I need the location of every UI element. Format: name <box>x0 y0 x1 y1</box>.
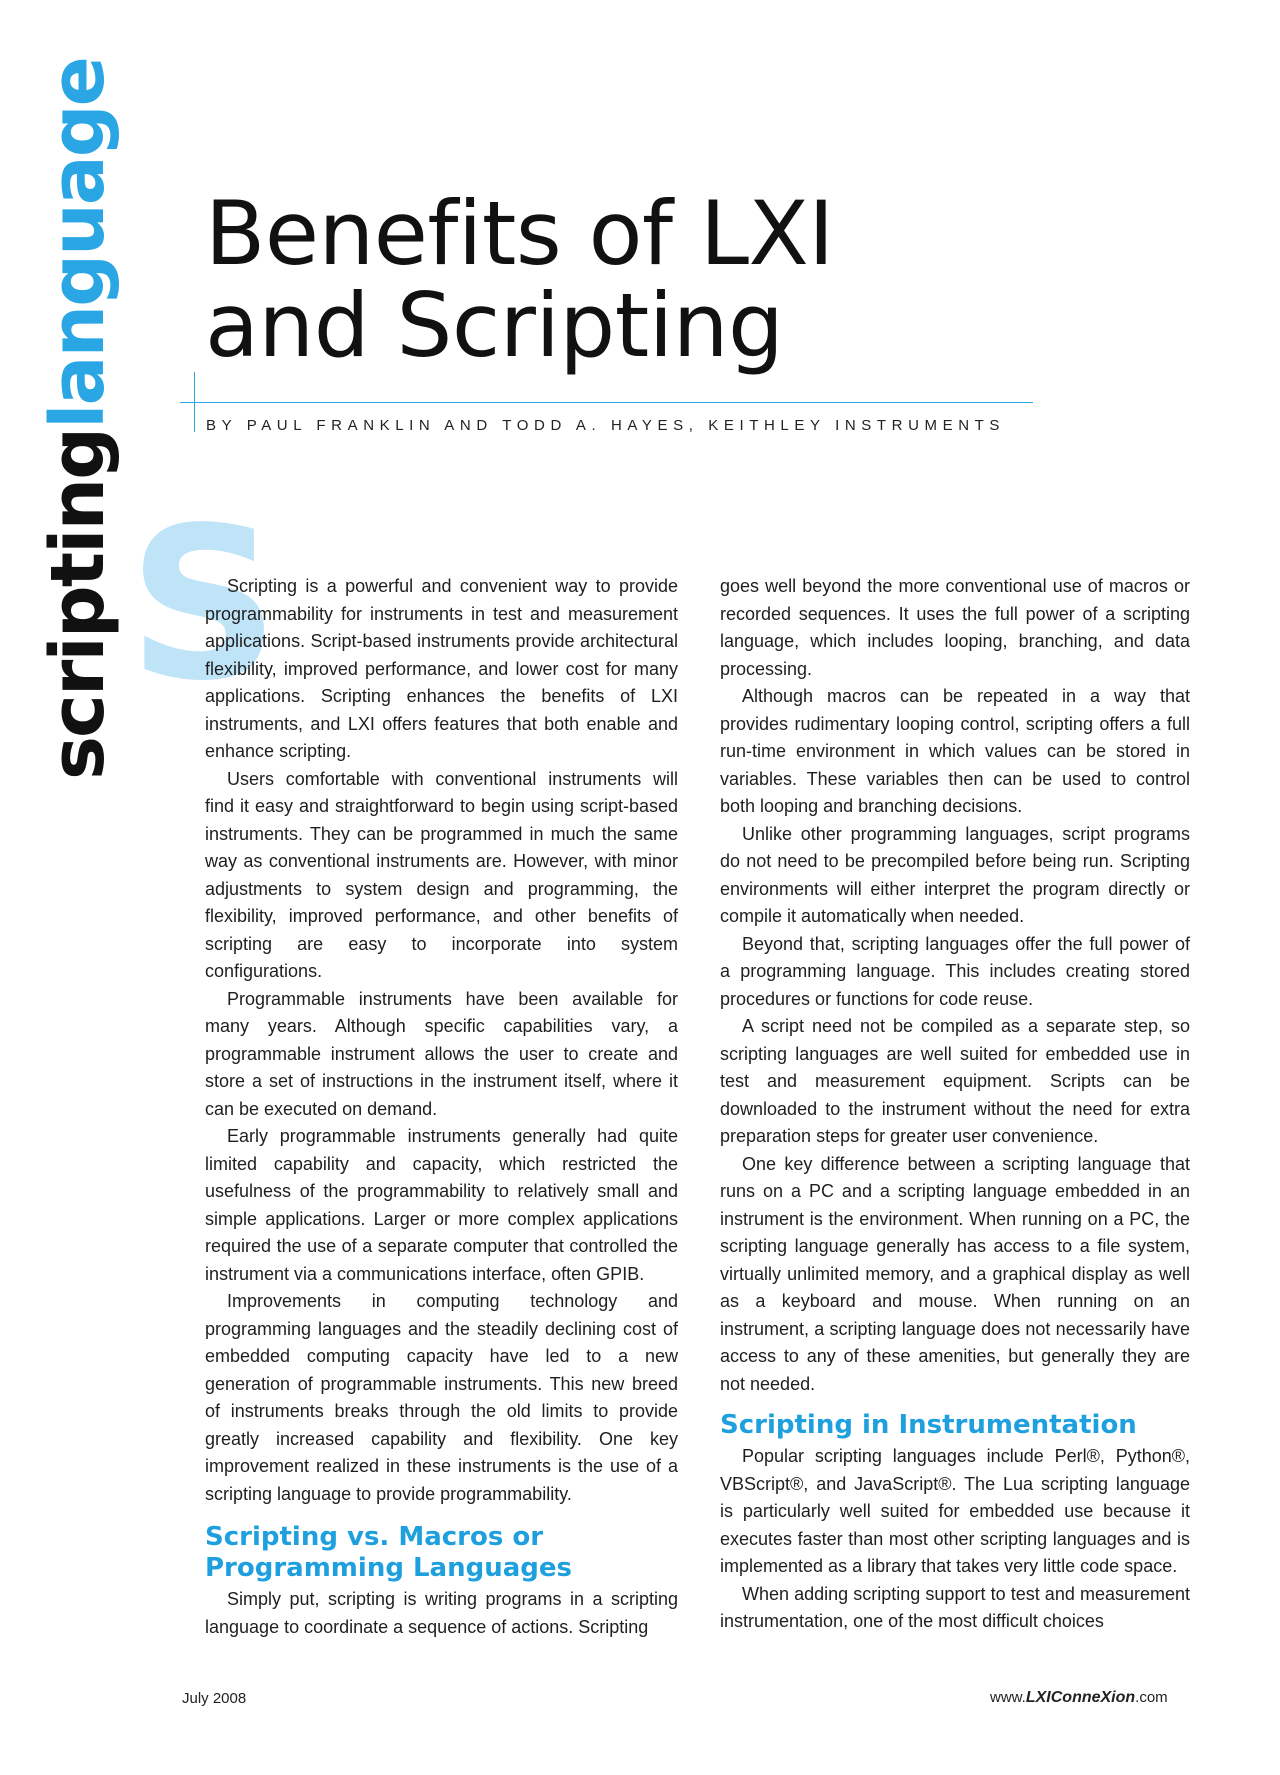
section-label-language: language <box>35 58 121 429</box>
paragraph: Early programmable instruments generally had quite limited capability and capacity, which restricted the usefulness of the programmability to relatively small and simple applications. Larger or more complex applications required the use of a separate computer that controlled the instrument via a communications interface, often GPIB. <box>205 1126 678 1284</box>
paragraph: Programmable instruments have been available for many years. Although specific capabilities vary, a programmable instrument allows the user to create and store a set of instructions in the instrument itself, where it can be executed on demand. <box>205 988 678 1119</box>
footer-site-suffix: .com <box>1135 1689 1168 1706</box>
left-column <box>205 573 678 1641</box>
drop-cap: S <box>128 482 280 727</box>
paragraph: One key difference between a scripting language that runs on a PC and a scripting language embedded in an instrument is the environment. When running on a PC, the scripting language generally has access to a file system, virtually unlimited memory, and a graphical display as well as a keyboard and mouse. When running on an instrument, a scripting language does not necessarily have access to any of these amenities, but generally they are not needed. <box>720 1153 1190 1394</box>
paragraph: When adding scripting support to test and measurement instrumentation, one of the most difficult choices <box>720 1583 1190 1631</box>
title-line-2: and Scripting <box>205 274 784 377</box>
section-label-vertical <box>35 58 121 780</box>
footer-site-prefix: www. <box>990 1689 1026 1706</box>
paragraph: Scripting is a powerful and convenient way to provide programmability for instruments in test and measurement applications. Script-based instruments provide architectural flexibility, improved performance, and lower cost for many applications. Scripting enhances the benefits of LXI instruments, and LXI offers features that both enable and enhance scripting. <box>205 576 678 761</box>
title-line-1: Benefits of LXI <box>205 182 834 285</box>
paragraph: Improvements in computing technology and programming languages and the steadily declining cost of embedded computing capacity have led to a new generation of programmable instruments. This new breed of instruments breaks through the old limits to provide greatly increased capability and flexibility. One key improvement realized in these instruments is the use of a scripting language to provide programmability. <box>205 1291 678 1504</box>
footer-site-brand: LXIConneXion <box>1025 1689 1136 1706</box>
article-title <box>205 182 1025 377</box>
paragraph: Simply put, scripting is writing programs in a scripting language to coordinate a sequence of actions. Scripting <box>205 1589 678 1637</box>
title-rule-vertical <box>194 372 195 432</box>
paragraph: Users comfortable with conventional instruments will find it easy and straightforward to begin using script-based instruments. They can be programmed in much the same way as conventional instruments are. However, with minor adjustments to system design and programming, the flexibility, improved performance, and other benefits of scripting are easy to incorporate into system configurations. <box>205 768 678 981</box>
paragraph: Popular scripting languages include Perl®, Python®, VBScript®, and JavaScript®. The Lua scripting language is particularly well suited for embedded use because it executes faster than most other scripting languages and is implemented as a library that takes very little code space. <box>720 1446 1190 1576</box>
title-rule-horizontal <box>180 402 1033 403</box>
right-column <box>720 573 1190 1636</box>
paragraph: Beyond that, scripting languages offer the full power of a programming language. This includes creating stored procedures or functions for code reuse. <box>720 933 1190 1009</box>
byline: BY PAUL FRANKLIN AND TODD A. HAYES, KEITHLEY INSTRUMENTS <box>206 417 1006 434</box>
paragraph-continued: goes well beyond the more conventional use of macros or recorded sequences. It uses the full power of a scripting language, which includes looping, branching, and data processing. <box>720 576 1190 679</box>
section-heading-instrumentation: Scripting in Instrumentation <box>720 1410 1137 1440</box>
section-label-scripting: scripting <box>35 428 121 780</box>
footer-date: July 2008 <box>182 1690 247 1707</box>
paragraph: A script need not be compiled as a separate step, so scripting languages are well suited for embedded use in test and measurement equipment. Scripts can be downloaded to the instrument without the need for extra preparation steps for greater user convenience. <box>720 1016 1190 1146</box>
paragraph: Unlike other programming languages, script programs do not need to be precompiled before being run. Scripting environments will either interpret the program directly or compile it automatically when needed. <box>720 823 1190 926</box>
section-heading-macros: Scripting vs. Macros or Programming Languages <box>205 1522 572 1583</box>
footer-website[interactable] <box>990 1689 1168 1707</box>
paragraph: Although macros can be repeated in a way that provides rudimentary looping control, scripting offers a full run-time environment in which values can be stored in variables. These variables then can be used to control both looping and branching decisions. <box>720 686 1190 816</box>
